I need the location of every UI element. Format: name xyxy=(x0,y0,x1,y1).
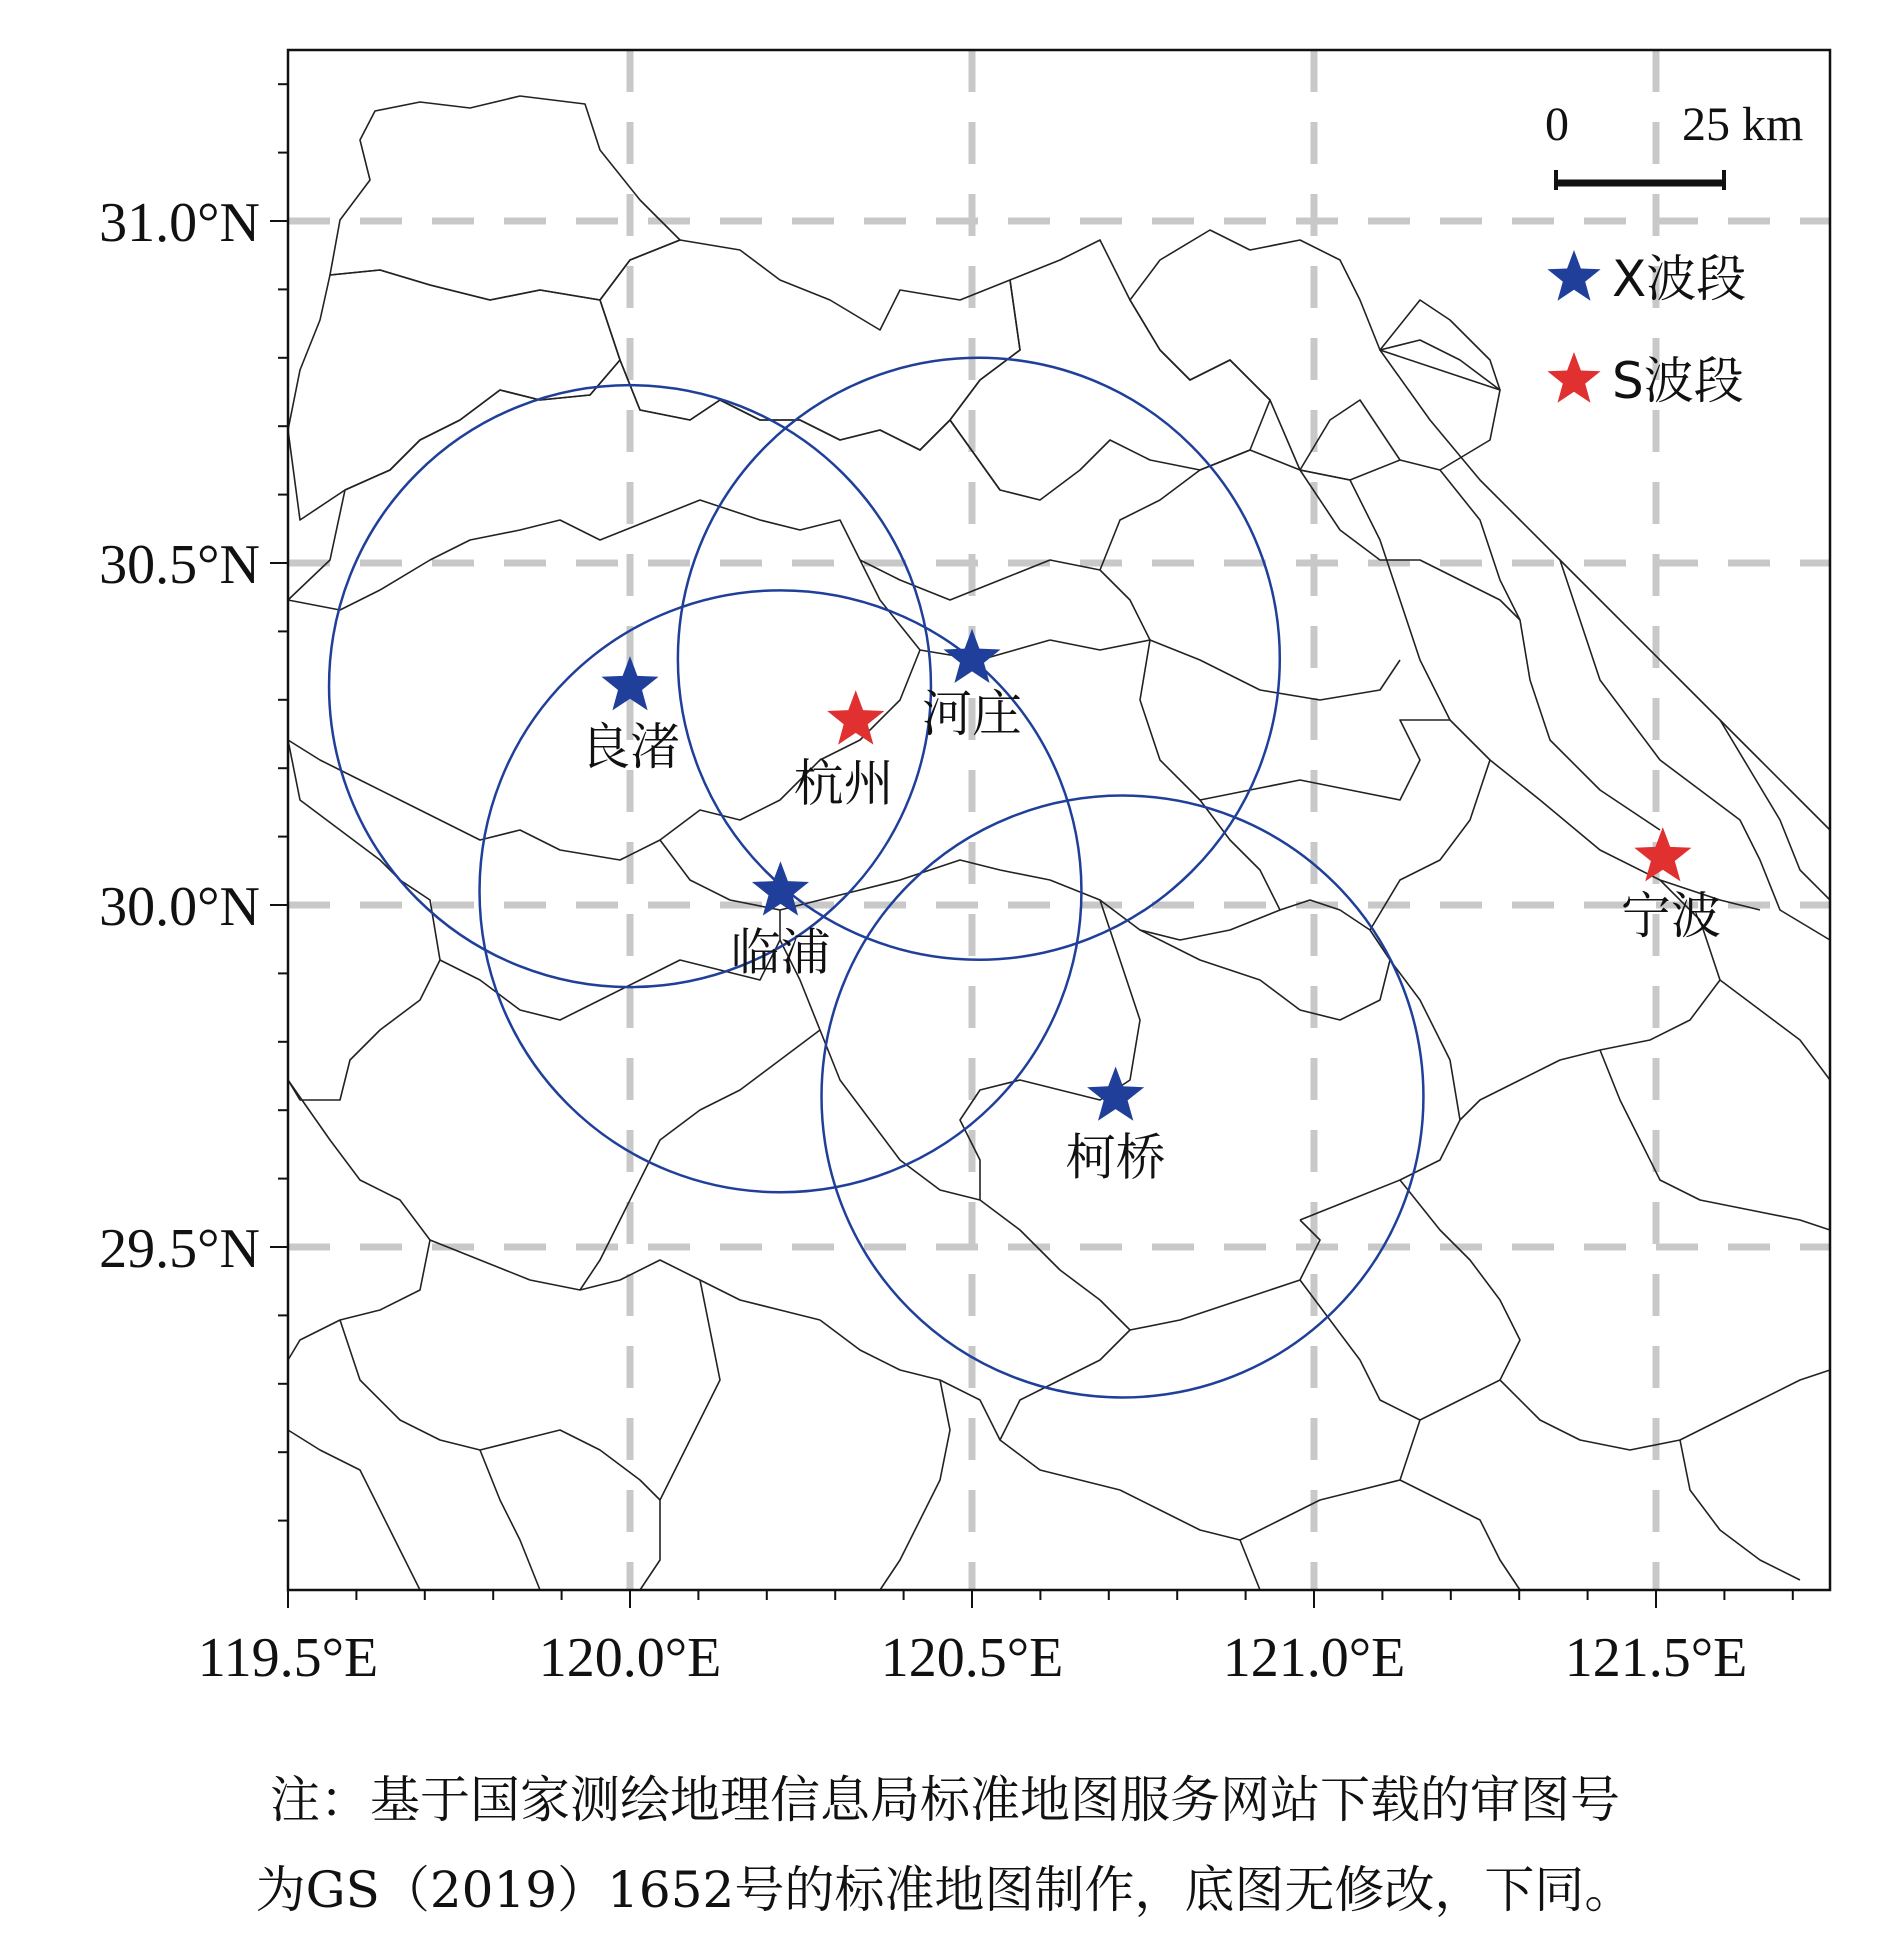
radar-station-label: 临浦 xyxy=(730,923,831,982)
legend-star-icon xyxy=(1547,352,1600,403)
map-source-note-line1: 注：基于国家测绘地理信息局标准地图服务网站下载的审图号 xyxy=(270,1771,1620,1829)
legend-star-icon xyxy=(1547,250,1600,301)
radar-star-icon xyxy=(1634,827,1691,881)
map-frame xyxy=(288,50,1830,1590)
y-tick-label: 31.0°N xyxy=(99,192,260,254)
radar-station-label: 河庄 xyxy=(922,684,1022,743)
y-tick-label: 29.5°N xyxy=(99,1218,260,1280)
radar-star-icon xyxy=(944,629,1001,683)
scale-bar-end-label: 25 km xyxy=(1682,98,1804,151)
scale-bar-start-label: 0 xyxy=(1545,98,1569,151)
radar-star-icon xyxy=(1087,1067,1144,1121)
radar-star-icon xyxy=(827,690,884,744)
radar-station-label: 良渚 xyxy=(580,718,680,777)
x-tick-label: 120.0°E xyxy=(538,1627,722,1689)
x-tick-label: 119.5°E xyxy=(197,1627,379,1689)
radar-station-label: 柯桥 xyxy=(1065,1128,1166,1187)
graticule-grid xyxy=(288,50,1830,1590)
x-tick-label: 121.0°E xyxy=(1222,1627,1406,1689)
legend-label: X波段 xyxy=(1612,250,1747,308)
county-boundaries xyxy=(288,96,1830,1590)
y-tick-label: 30.5°N xyxy=(99,534,260,596)
x-tick-label: 120.5°E xyxy=(880,1627,1064,1689)
radar-station-label: 宁波 xyxy=(1620,887,1721,946)
x-tick-label: 121.5°E xyxy=(1564,1627,1748,1689)
radar-station-label: 杭州 xyxy=(793,754,894,813)
map-overlay xyxy=(99,50,1830,1689)
map-source-note-line2: 为GS（2019）1652号的标准地图制作，底图无修改，下同。 xyxy=(255,1861,1635,1919)
y-tick-label: 30.0°N xyxy=(99,876,260,938)
legend-label: S波段 xyxy=(1612,352,1744,410)
